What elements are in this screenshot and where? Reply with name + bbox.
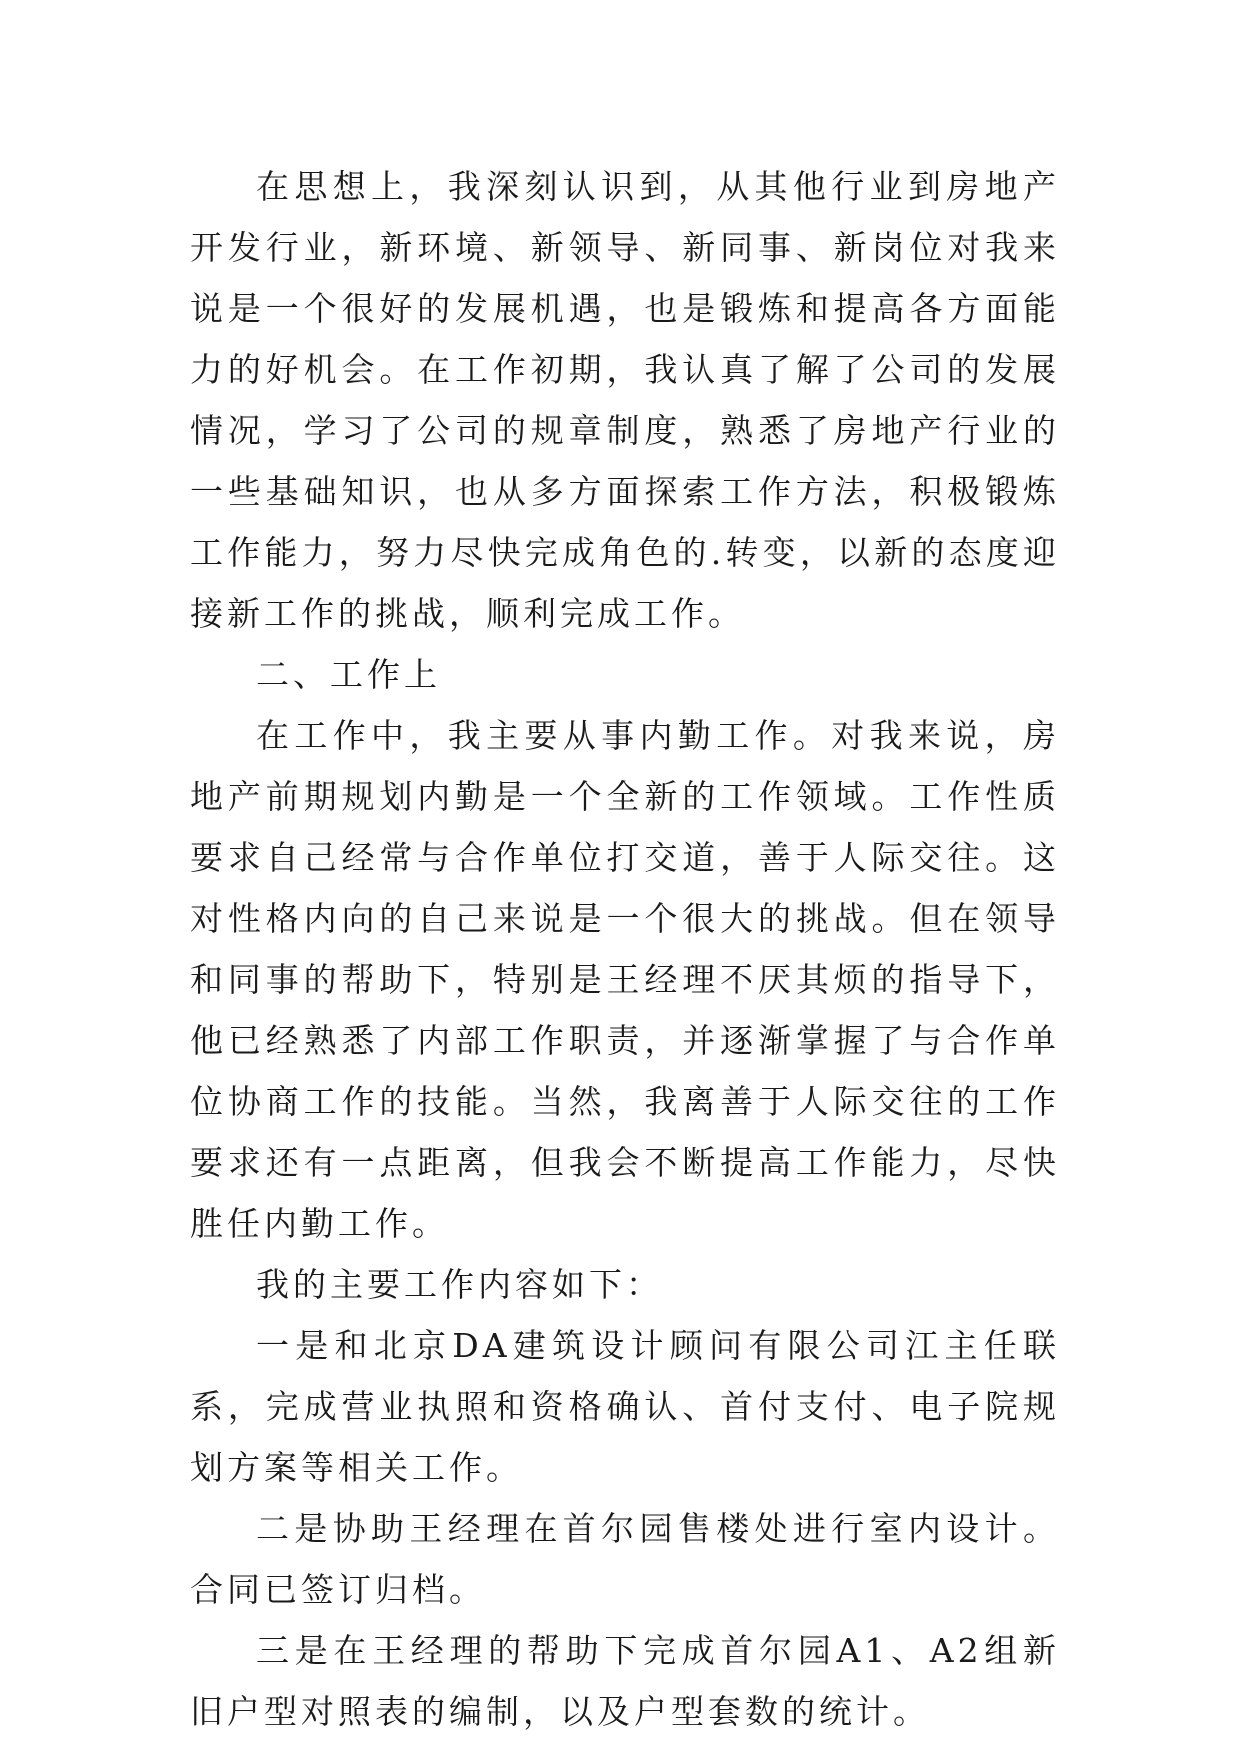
paragraph-task-one: 一是和北京DA建筑设计顾问有限公司江主任联系，完成营业执照和资格确认、首付支付、电子院规划方案等相关工作。 [190,1326,1060,1487]
section-heading-work: 二、工作上 [256,655,441,694]
paragraph-task-three: 三是在王经理的帮助下完成首尔园A1、A2组新旧户型对照表的编制，以及户型套数的统计。 [190,1631,1060,1731]
paragraph-work: 在工作中，我主要从事内勤工作。对我来说，房地产前期规划内勤是一个全新的工作领域。工作性质要求自己经常与合作单位打交道，善于人际交往。这对性格内向的自己来说是一个很大的挑战。但在领导和同事的帮助下，特别是王经理不厌其烦的指导下，他已经熟悉了内部工作职责，并逐渐掌握了与合作单位协商工作的技能。当然，我离善于人际交往的工作要求还有一点距离，但我会不断提高工作能力，尽快胜任内勤工作。 [190,716,1060,1243]
document-body [190,156,1060,1742]
paragraph-task-two: 二是协助王经理在首尔园售楼处进行室内设计。合同已签订归档。 [190,1509,1060,1609]
paragraph-thinking: 在思想上，我深刻认识到，从其他行业到房地产开发行业，新环境、新领导、新同事、新岗位对我来说是一个很好的发展机遇，也是锻炼和提高各方面能力的好机会。在工作初期，我认真了解了公司的发展情况，学习了公司的规章制度，熟悉了房地产行业的一些基础知识，也从多方面探索工作方法，积极锻炼工作能力，努力尽快完成角色的.转变，以新的态度迎接新工作的挑战，顺利完成工作。 [190,167,1060,633]
paragraph-main-tasks-intro: 我的主要工作内容如下： [256,1265,663,1304]
